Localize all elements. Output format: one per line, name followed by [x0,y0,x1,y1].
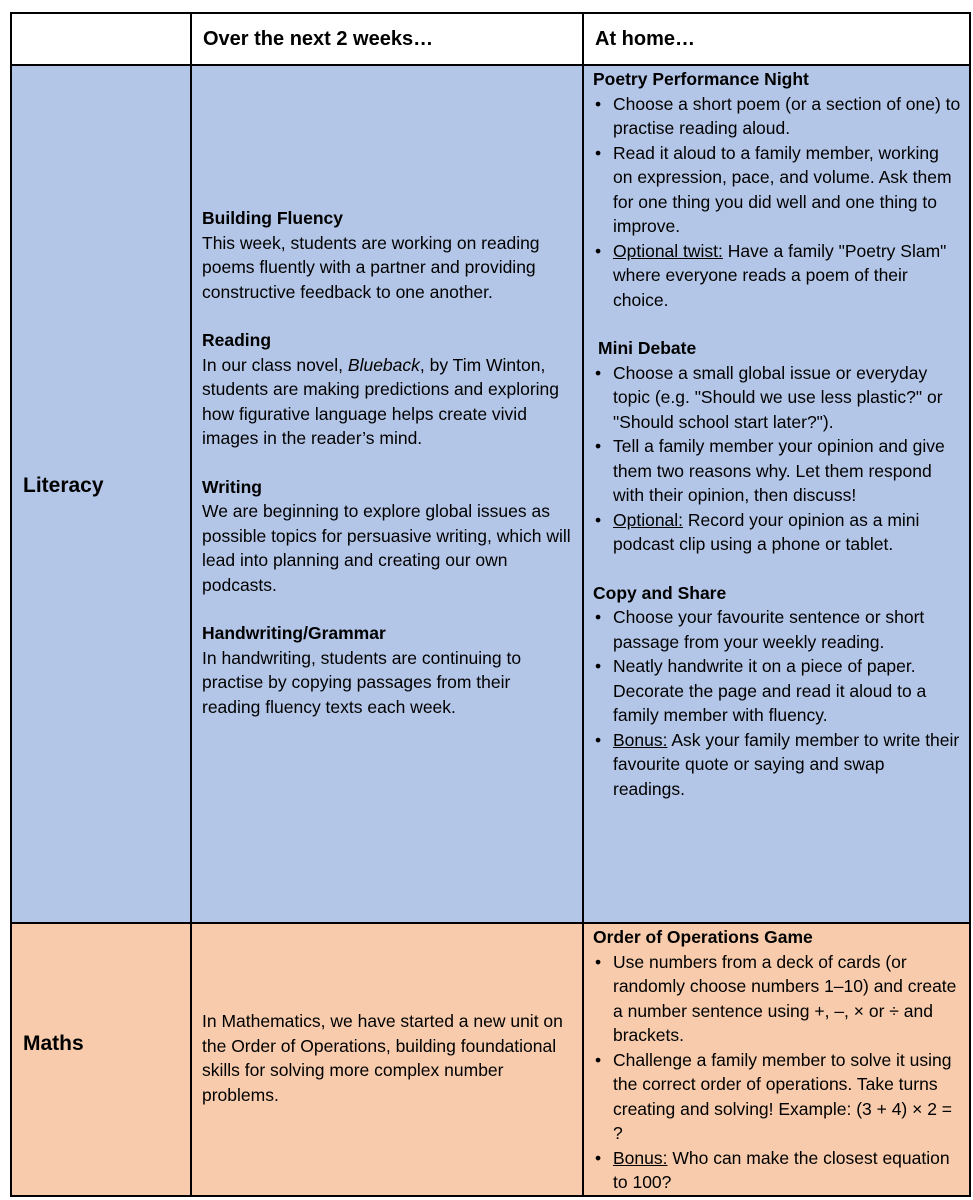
literacy-row [11,65,970,923]
classwork-text: In our class novel, Blueback, by Tim Winton, students are making predictions and exploring how figurative language helps create vivid images in the reader’s mind. [202,354,560,448]
literacy-classwork-cell [191,65,583,923]
home-activity-heading: Order of Operations Game [593,927,813,947]
item-label: Bonus: [613,1147,668,1168]
classwork-heading: Writing [202,476,262,497]
classwork-heading: Building Fluency [202,208,343,228]
novel-title: Blueback [347,354,420,375]
list-item: • Choose your favourite sentence or short passage from your weekly reading. [593,605,961,654]
classwork-text: This week, students are working on reading poems fluently with a partner and providing constructive feedback to one another. [202,232,540,302]
header-cell-at-home [583,13,970,65]
home-activity [593,581,961,802]
home-activity-heading: Mini Debate [598,338,697,358]
list-item: • Tell a family member your opinion and give them two reasons why. Let them respond with their opinion, then discuss! [593,434,961,508]
maths-home-cell [583,923,970,1196]
header-row [11,13,970,65]
list-item: • Use numbers from a deck of cards (or randomly choose numbers 1–10) and create a number sentence using +, –, × or ÷ and brackets. [593,950,961,1048]
classwork-heading: Reading [202,330,272,350]
item-label: Optional twist: [613,240,723,261]
list-item: • Neatly handwrite it on a piece of paper. Decorate the page and read it aloud to a family member with fluency. [593,654,961,728]
maths-subject-cell [11,923,191,1196]
classwork-text: We are beginning to explore global issues as possible topics for persuasive writing, which will lead into planning and creating our own podcasts. [202,501,571,595]
list-item: • Optional twist: Have a family "Poetry Slam" where everyone reads a poem of their choice. [593,239,961,313]
list-item: • Choose a small global issue or everyday topic (e.g. "Should we use less plastic?" or "Should school start later?"). [593,361,961,435]
literacy-home-cell [583,65,970,923]
literacy-subject-cell [11,65,191,923]
homework-plan-table [10,12,971,1197]
classwork-heading: Handwriting/Grammar [202,623,386,643]
maths-classwork-cell [191,923,583,1196]
classwork-text: In handwriting, students are continuing to practise by copying passages from their reading fluency texts each week. [202,647,522,717]
home-activity-heading: Poetry Performance Night [593,69,809,89]
subject-label-literacy: Literacy [23,474,104,497]
item-label: Bonus: [613,729,668,750]
item-label: Optional: [613,509,684,530]
maths-row [11,923,970,1196]
list-item: • Bonus: Ask your family member to write their favourite quote or saying and swap readings. [593,728,961,802]
classwork-text: In Mathematics, we have started a new unit on the Order of Operations, building foundational skills for solving more complex number problems. [202,1011,563,1105]
list-item: • Optional: Record your opinion as a mini podcast clip using a phone or tablet. [593,508,961,557]
list-item: • Choose a short poem (or a section of one) to practise reading aloud. [593,92,961,141]
list-item: • Read it aloud to a family member, working on expression, pace, and volume. Ask them for one thing you did well and one thing to improve. [593,141,961,239]
header-cell-next-weeks [191,13,583,65]
home-activity-heading: Copy and Share [593,582,727,603]
subject-label-maths: Maths [23,1032,84,1055]
header-next-weeks: Over the next 2 weeks… [203,28,434,50]
home-activity [593,67,961,312]
home-activity [593,925,961,1195]
home-activity [593,336,961,557]
header-cell-subject [11,13,191,65]
list-item: • Bonus: Who can make the closest equation to 100? [593,1146,961,1195]
header-at-home: At home… [595,28,695,50]
list-item: • Challenge a family member to solve it using the correct order of operations. Take turns creating and solving! Example: (3 + 4) × 2 = ? [593,1048,961,1146]
